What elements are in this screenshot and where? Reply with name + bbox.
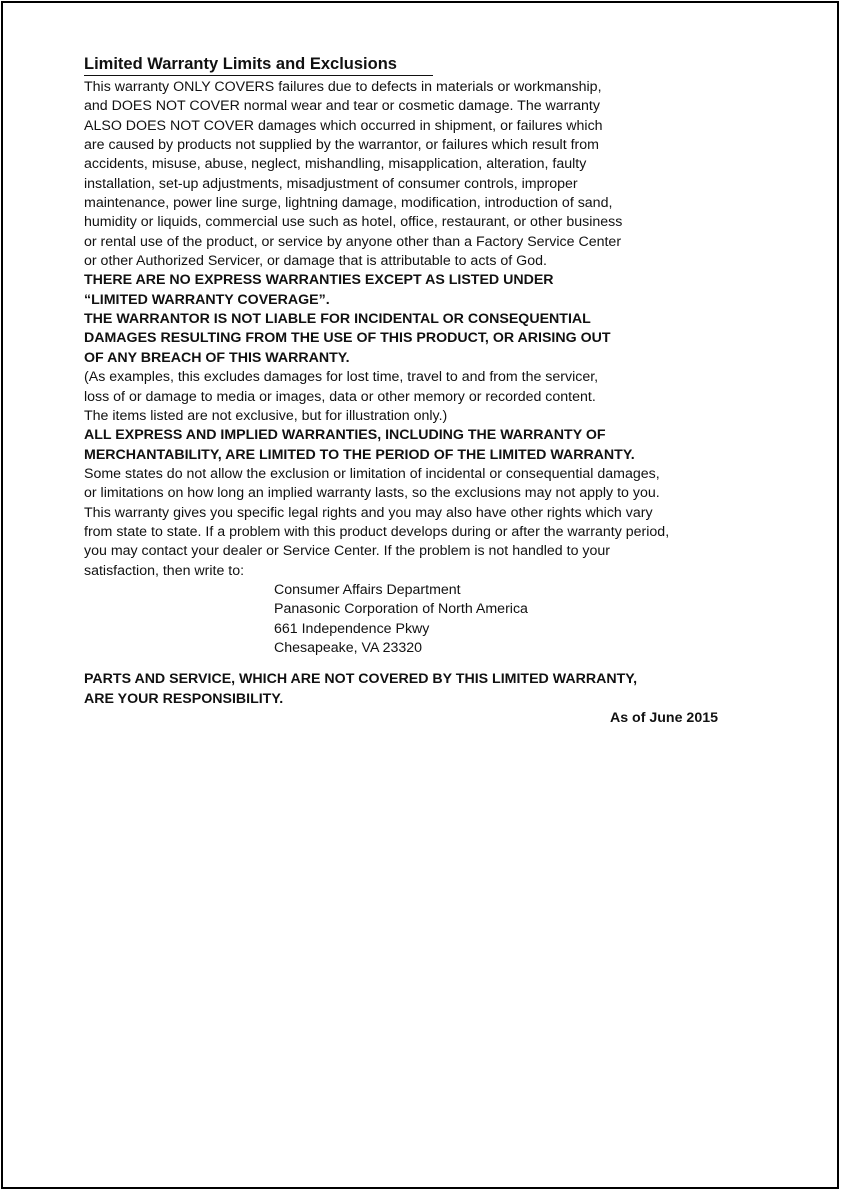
text-line: This warranty ONLY COVERS failures due to defects in materials or workmanship, [84, 79, 602, 95]
text-line: The items listed are not exclusive, but for illustration only.) [84, 407, 448, 424]
paragraph-state-rights [84, 465, 764, 581]
warranty-document [84, 54, 764, 728]
text-line: and DOES NOT COVER normal wear and tear or cosmetic damage. The warranty [84, 98, 600, 115]
text-line: from state to state. If a problem with this product develops during or after the warranty period, [84, 523, 670, 540]
effective-date: As of June 2015 [609, 710, 718, 726]
text-line: are caused by products not supplied by the warrantor, or failures which result from [84, 137, 599, 154]
text-line: or limitations on how long an implied warranty lasts, so the exclusions may not apply to you. [84, 485, 660, 502]
text-line: or rental use of the product, or service by anyone other than a Factory Service Center [84, 233, 622, 250]
text-line: Some states do not allow the exclusion or limitation of incidental or consequential damages, [84, 465, 660, 482]
text-line: ALSO DOES NOT COVER damages which occurred in shipment, or failures which [84, 117, 603, 134]
text-line: (As examples, this excludes damages for lost time, travel to and from the servicer, [84, 369, 599, 386]
section-heading: Limited Warranty Limits and Exclusions [84, 54, 433, 76]
spacer [84, 658, 764, 670]
bold-text-line: ARE YOUR RESPONSIBILITY. [84, 690, 284, 707]
bold-text-line: OF ANY BREACH OF THIS WARRANTY. [84, 349, 350, 366]
text-line: accidents, misuse, abuse, neglect, mishandling, misapplication, alteration, faulty [84, 156, 587, 173]
paragraph-coverage-exclusions [84, 78, 764, 271]
text-line: satisfaction, then write to: [84, 562, 245, 579]
text-line: installation, set-up adjustments, misadjustment of consumer controls, improper [84, 175, 578, 192]
bold-text-line: DAMAGES RESULTING FROM THE USE OF THIS PRODUCT, OR ARISING OUT [84, 330, 611, 347]
mailing-address [274, 581, 764, 658]
address-line: Chesapeake, VA 23320 [274, 639, 423, 656]
bold-text-line: THERE ARE NO EXPRESS WARRANTIES EXCEPT AS LISTED UNDER [84, 272, 554, 289]
bold-disclaimer-liability [84, 271, 764, 368]
paragraph-examples [84, 368, 764, 426]
text-line: you may contact your dealer or Service Center. If the problem is not handled to your [84, 543, 611, 560]
bold-disclaimer-implied-warranties [84, 426, 764, 465]
text-line: This warranty gives you specific legal rights and you may also have other rights which vary [84, 504, 653, 521]
bold-text-line: PARTS AND SERVICE, WHICH ARE NOT COVERED BY THIS LIMITED WARRANTY, [84, 671, 638, 688]
address-line: Panasonic Corporation of North America [274, 601, 528, 618]
text-line: maintenance, power line surge, lightning damage, modification, introduction of sand, [84, 195, 613, 212]
bold-parts-and-service [84, 670, 764, 709]
address-line: 661 Independence Pkwy [274, 620, 430, 637]
bold-text-line: THE WARRANTOR IS NOT LIABLE FOR INCIDENTAL OR CONSEQUENTIAL [84, 311, 591, 328]
text-line: loss of or damage to media or images, data or other memory or recorded content. [84, 388, 596, 405]
bold-text-line: MERCHANTABILITY, ARE LIMITED TO THE PERIOD OF THE LIMITED WARRANTY. [84, 446, 635, 463]
text-line: or other Authorized Servicer, or damage that is attributable to acts of God. [84, 253, 547, 270]
bold-text-line: “LIMITED WARRANTY COVERAGE”. [84, 291, 330, 308]
bold-text-line: ALL EXPRESS AND IMPLIED WARRANTIES, INCLUDING THE WARRANTY OF [84, 427, 606, 444]
address-line: Consumer Affairs Department [274, 581, 461, 598]
text-line: humidity or liquids, commercial use such as hotel, office, restaurant, or other business [84, 214, 623, 231]
